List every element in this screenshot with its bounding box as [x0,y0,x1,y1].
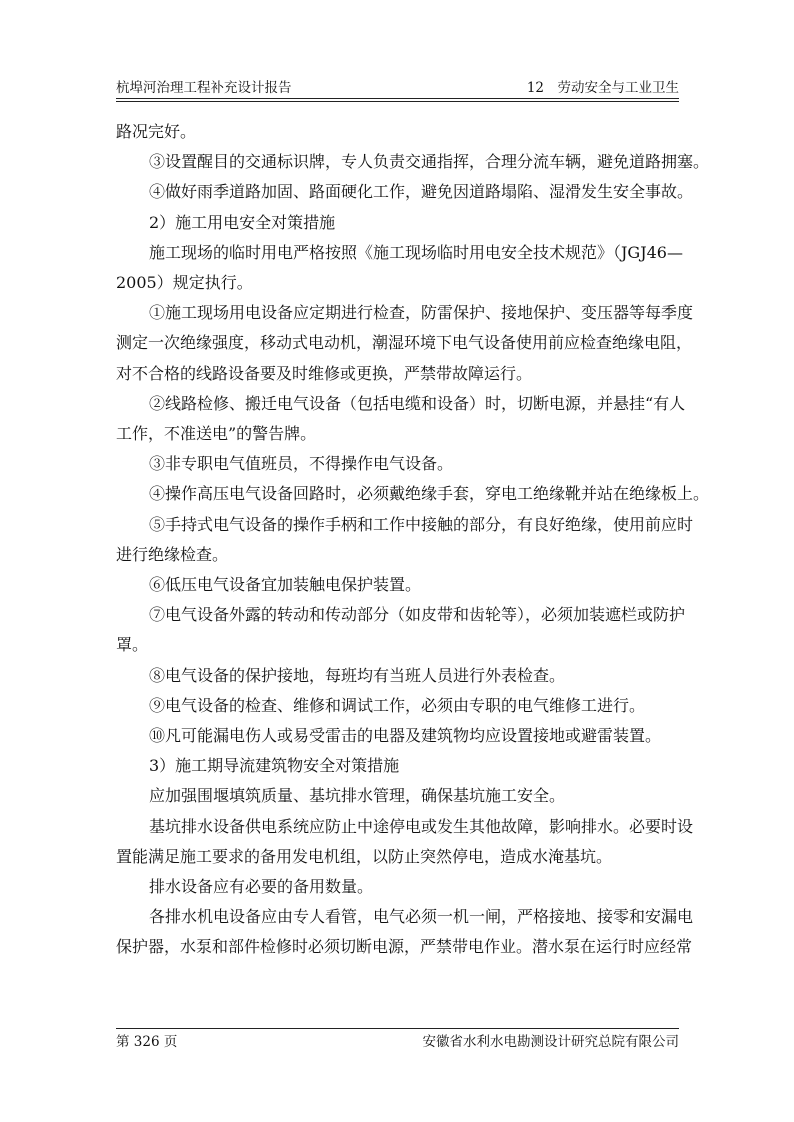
text-line: ⑩凡可能漏电伤人或易受雷击的电器及建筑物均应设置接地或避雷装置。 [149,726,662,746]
text-line: 保护器，水泵和部件检修时必须切断电源，严禁带电作业。潜水泵在运行时应经常 [116,937,693,957]
text-line: ③非专职电气值班员，不得操作电气设备。 [149,454,454,474]
footer-organization: 安徽省水利水电勘测设计研究总院有限公司 [422,1034,679,1050]
text-line: ④操作高压电气设备回路时，必须戴绝缘手套，穿电工绝缘靴并站在绝缘板上。 [149,484,710,504]
text-line: 对不合格的线路设备要及时维修或更换，严禁带故障运行。 [116,363,533,383]
text-line: ⑨电气设备的检查、维修和调试工作，必须由专职的电气维修工进行。 [149,695,646,715]
text-line: 各排水机电设备应由专人看管，电气必须一机一闸，严格接地、接零和安漏电 [149,907,694,927]
text-line: 2005）规定执行。 [116,273,253,293]
text-line: ⑤手持式电气设备的操作手柄和工作中接触的部分，有良好绝缘，使用前应时 [149,514,694,534]
section-heading: 3）施工期导流建筑物安全对策措施 [149,756,400,776]
text-line: ⑧电气设备的保护接地，每班均有当班人员进行外表检查。 [149,665,566,685]
text-line: 置能满足施工要求的备用发电机组，以防止突然停电，造成水淹基坑。 [116,846,613,866]
text-line: 施工现场的临时用电严格按照《施工现场临时用电安全技术规范》（JGJ46— [149,242,683,262]
page-number: 第 326 页 [116,1034,178,1050]
page-footer [116,1028,679,1052]
text-line: 工作，不准送电”的警告牌。 [116,424,317,444]
header-double-rule [116,101,679,102]
text-line: 基坑排水设备供电系统应防止中途停电或发生其他故障，影响排水。必要时设 [149,816,694,836]
text-line: ②线路检修、搬迁电气设备（包括电缆和设备）时，切断电源，并悬挂“有人 [149,393,686,413]
text-line: 罩。 [116,635,149,655]
text-line: 进行绝缘检查。 [116,544,229,564]
section-heading: 2）施工用电安全对策措施 [149,212,336,232]
text-line: ⑥低压电气设备宜加装触电保护装置。 [149,575,422,595]
text-line: 测定一次绝缘强度，移动式电动机，潮湿环境下电气设备使用前应检查绝缘电阻， [116,333,693,353]
text-line: ⑦电气设备外露的转动和传动部分（如皮带和齿轮等），必须加装遮栏或防护 [149,605,686,625]
page-header [116,78,679,99]
text-line: ①施工现场用电设备应定期进行检查，防雷保护、接地保护、变压器等每季度 [149,303,694,323]
text-line: 应加强围堰填筑质量、基坑排水管理，确保基坑施工安全。 [149,786,566,806]
header-chapter-title: 12 劳动安全与工业卫生 [526,80,679,96]
header-report-title: 杭埠河治理工程补充设计报告 [116,80,292,96]
text-line: 路况完好。 [116,122,197,141]
text-line: ③设置醒目的交通标识牌，专人负责交通指挥，合理分流车辆，避免道路拥塞。 [149,152,710,172]
text-line: 排水设备应有必要的备用数量。 [149,877,374,897]
text-line: ④做好雨季道路加固、路面硬化工作，避免因道路塌陷、湿滑发生安全事故。 [149,182,694,202]
body-text [116,117,710,963]
